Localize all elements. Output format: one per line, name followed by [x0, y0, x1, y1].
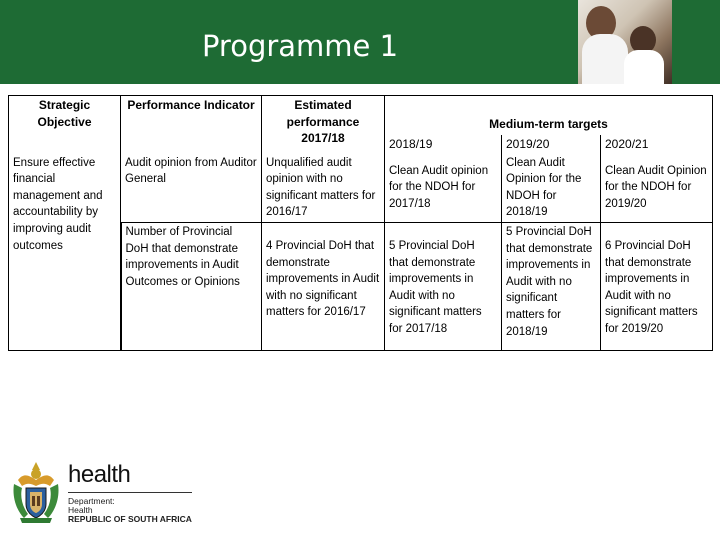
header-strategic-objective: Strategic Objective: [9, 96, 121, 154]
header-year-2018-19: 2018/19: [385, 135, 502, 154]
health-department-logo: [10, 460, 200, 528]
header-year-2020-21: 2020/21: [601, 135, 713, 154]
row1-indicator: Audit opinion from Auditor General: [121, 154, 262, 223]
row2-target-2019-20: 5 Provincial DoH that demonstrate improvements in Audit with no significant matters for 2018/19: [502, 222, 601, 350]
logo-health-label: Health: [68, 505, 93, 515]
strategic-objective-cell: Ensure effective financial management and accountability by improving audit outcomes: [9, 154, 121, 351]
header-year-2019-20: 2019/20: [502, 135, 601, 154]
header-performance-indicator: Performance Indicator: [121, 96, 262, 154]
logo-republic-label: REPUBLIC OF SOUTH AFRICA: [68, 514, 192, 524]
row1-estimated: Unqualified audit opinion with no significant matters for 2016/17: [262, 154, 385, 223]
row1-target-2019-20: Clean Audit Opinion for the NDOH for 2018/19: [502, 154, 601, 223]
row2-target-2018-19: 5 Provincial DoH that demonstrate improvements in Audit with no significant matters for 2017/18: [385, 222, 502, 350]
coat-of-arms-icon: [10, 460, 62, 524]
header-medium-term-targets: Medium-term targets: [385, 96, 713, 136]
row1-target-2020-21: Clean Audit Opinion for the NDOH for 2019/20: [601, 154, 713, 223]
header-estimated-performance: Estimated performance 2017/18: [262, 96, 385, 154]
header-photo: [578, 0, 672, 84]
programme-table: [8, 95, 713, 351]
logo-divider: [68, 492, 192, 493]
slide-title: Programme 1: [201, 29, 399, 63]
row2-estimated: 4 Provincial DoH that demonstrate improvements in Audit with no significant matters for 2016/17: [262, 222, 385, 350]
row2-indicator: Number of Provincial DoH that demonstrate improvements in Audit Outcomes or Opinions: [121, 222, 262, 350]
health-wordmark: health: [68, 461, 131, 488]
logo-department-label: Department:: [68, 496, 115, 506]
row2-target-2020-21: 6 Provincial DoH that demonstrate improvements in Audit with no significant matters for 2019/20: [601, 222, 713, 350]
row1-target-2018-19: Clean Audit opinion for the NDOH for 2017/18: [385, 154, 502, 223]
